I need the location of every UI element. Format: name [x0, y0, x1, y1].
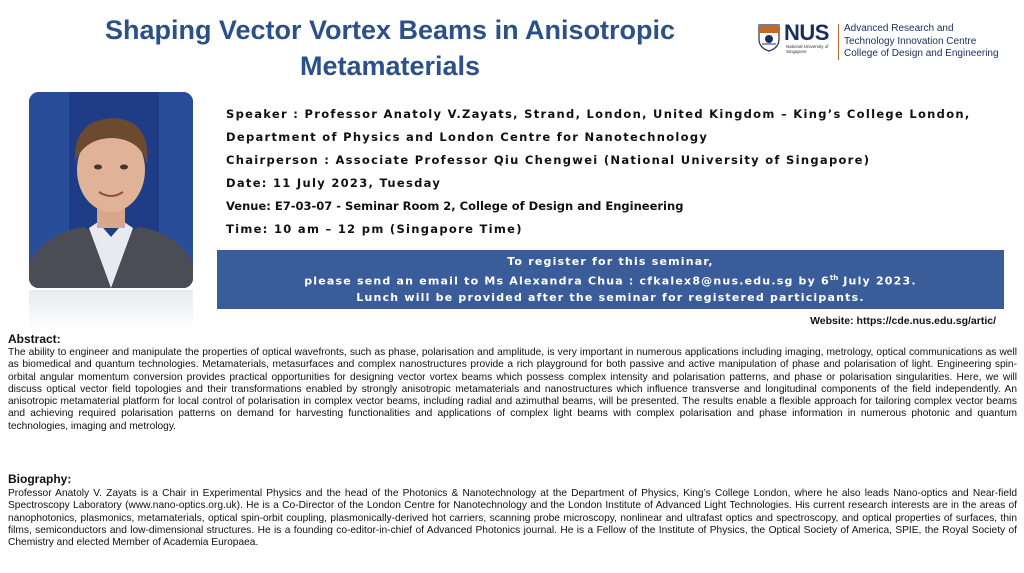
centre-line: Technology Innovation Centre	[844, 35, 977, 47]
register-email-text: please send an email to Ms Alexandra Chua : cfkalex8@nus.edu.sg by 6	[304, 274, 830, 288]
nus-subtitle: National University of Singapore	[786, 44, 829, 54]
centre-name	[844, 23, 999, 61]
nus-crest-icon	[758, 24, 780, 52]
nus-logo	[758, 22, 1020, 62]
photo-reflection	[29, 290, 193, 332]
page-title: Shaping Vector Vortex Beams in Anisotropic Metamaterials	[104, 15, 676, 81]
website-link[interactable]: Website: https://cde.nus.edu.sg/artic/	[810, 315, 996, 327]
register-date-suffix: th	[829, 274, 839, 282]
speaker-affiliation: Department of Physics and London Centre for Nanotechnology	[226, 130, 709, 144]
seminar-details	[226, 103, 996, 241]
register-date-text: July 2023.	[838, 274, 917, 288]
speaker-line: Speaker : Professor Anatoly V.Zayats, Strand, London, United Kingdom – King’s College London,	[226, 107, 971, 121]
abstract-text: The ability to engineer and manipulate the properties of optical wavefronts, such as phase, polarisation and amplitude, is very important in numerous applications including imaging, metrology, optical communications as well as biomedical and quantum technologies. Metamaterials, metasurfaces and complex nanostructures provide a rich playground for both passive and active manipulation of phase and polarisation of light. Engineering spin-orbital angular momentum conversion provides practical opportunities for designing vector vortex beams which possess complex intensity and polarisation patterns, and phase or polarisation singularities. Here, we will discuss optical vector field topologies and their transformations enabled by strongly anisotropic metamaterials and nanostructures which influence transverse and longitudinal components of the field independently. An anisotropic metamaterial platform for local control of polarisation in complex vector beams, including radial and azimuthal beams, will be presented. The results enable a flexible approach for tailoring complex vector beams and achieving required polarisation patterns on demand for harvesting functionalities and applications of complex light beams with complex polarisation and phase information in numerous photonic and quantum technologies, imaging and metrology.	[8, 347, 1017, 432]
biography-text: Professor Anatoly V. Zayats is a Chair in Experimental Physics and the head of the Photonics & Nanotechnology at the Department of Physics, King’s College London, where he also leads Nano-optics and Near-field Spectroscopy Laboratory (www.nano-optics.org.uk). He is a Co-Director of the London Centre for Nanotechnology and the London Institute of Advanced Light Technologies. His current research interests are in the areas of nanophotonics, plasmonics, metamaterials, optical spin-orbit coupling, plasmonically-derived hot carriers, scanning probe microscopy, nonlinear and ultrafast optics and spectroscopy, and optical properties of surfaces, thin films, semiconductors and low-dimensional structures. He is a founding co-editor-in-chief of Advanced Photonics journal. He is a Fellow of the Institute of Physics, the Optical Society of America, SPIE, the Royal Society of Chemistry and elected Member of Academia Europaea.	[8, 488, 1017, 549]
speaker-photo	[29, 92, 193, 288]
registration-banner	[217, 250, 1004, 309]
date-line: Date: 11 July 2023, Tuesday	[226, 176, 442, 190]
register-lunch-line: Lunch will be provided after the seminar for registered participants.	[356, 290, 865, 304]
biography-heading: Biography:	[8, 472, 72, 486]
abstract-heading: Abstract:	[8, 332, 61, 346]
venue-line: Venue: E7-03-07 - Seminar Room 2, College of Design and Engineering	[226, 199, 684, 213]
time-line: Time: 10 am – 12 pm (Singapore Time)	[226, 222, 523, 236]
centre-line: Advanced Research and	[844, 23, 954, 34]
speaker-portrait-icon	[29, 92, 193, 288]
register-line: To register for this seminar,	[507, 255, 714, 268]
logo-divider	[838, 24, 839, 60]
centre-line: College of Design and Engineering	[844, 48, 999, 59]
register-email-line	[217, 270, 1004, 290]
chairperson-line: Chairperson : Associate Professor Qiu Chengwei (National University of Singapore)	[226, 153, 871, 167]
nus-wordmark: NUS	[784, 20, 829, 45]
